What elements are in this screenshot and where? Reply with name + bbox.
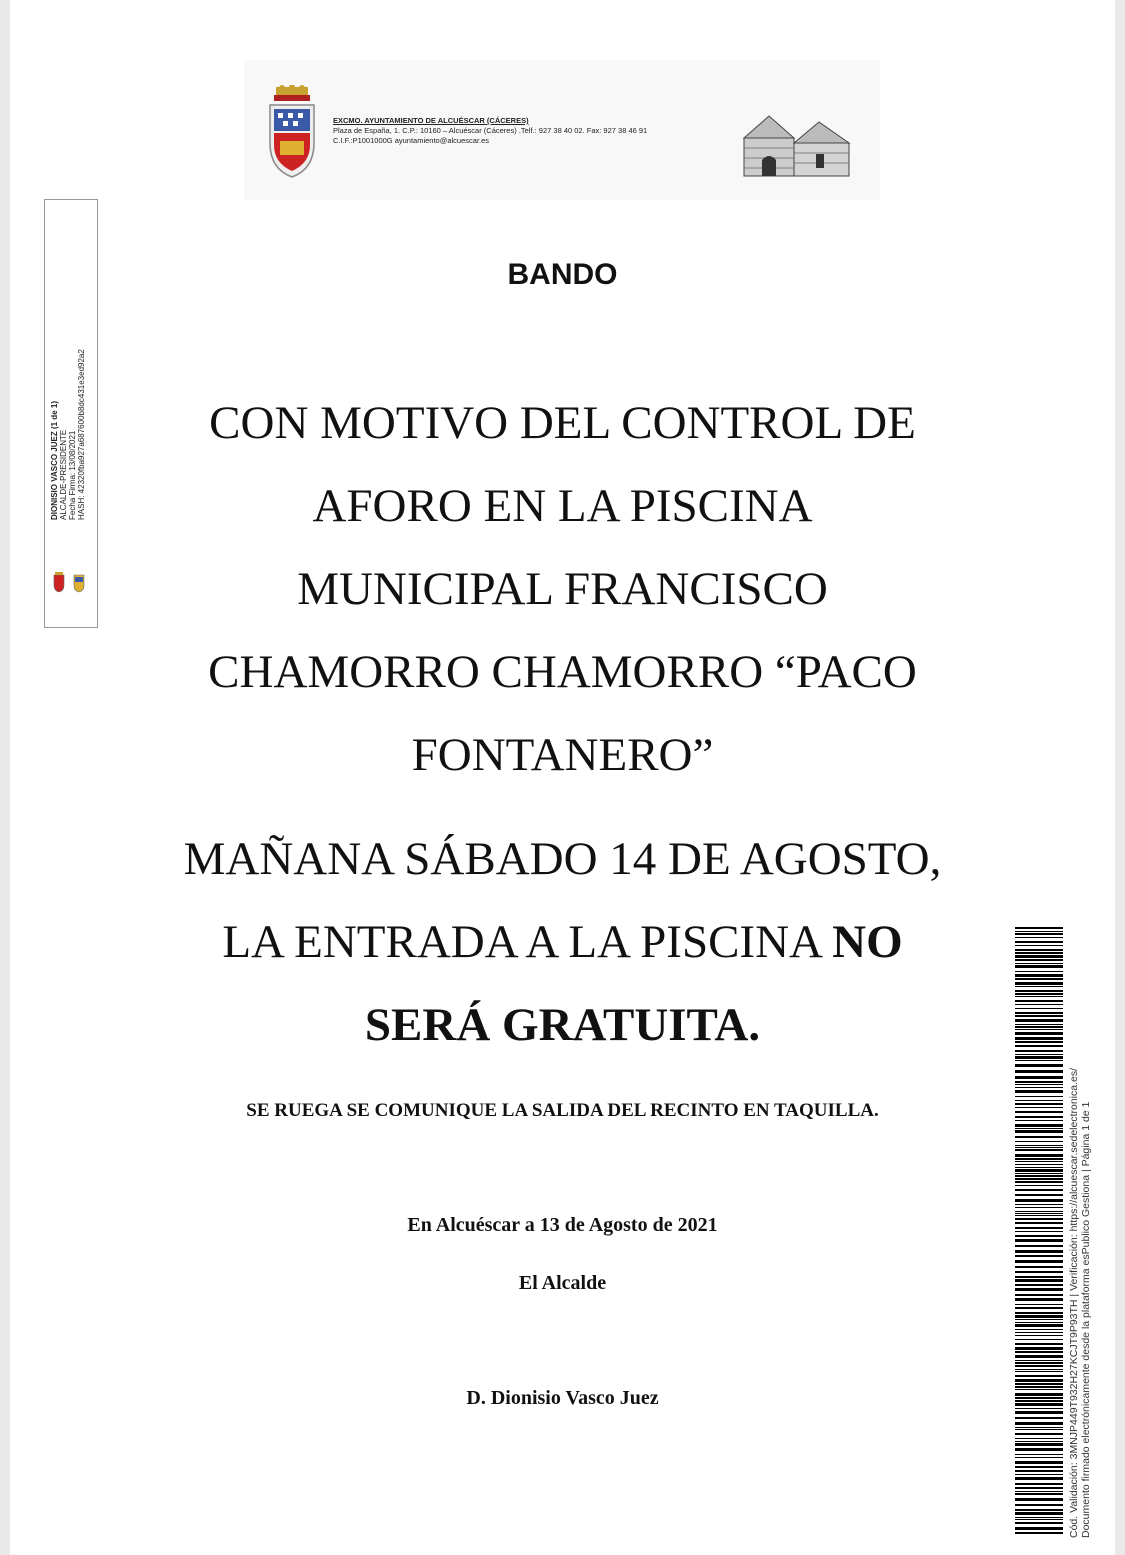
barcode-bar bbox=[1015, 1512, 1063, 1515]
barcode-bar bbox=[1015, 1164, 1063, 1165]
barcode-bar bbox=[1015, 1050, 1063, 1052]
barcode-bar bbox=[1015, 978, 1063, 980]
barcode-bar bbox=[1015, 1141, 1063, 1142]
barcode-bar bbox=[1015, 1470, 1063, 1472]
barcode-bar bbox=[1015, 1096, 1063, 1097]
barcode-bar bbox=[1015, 1032, 1063, 1035]
barcode-bar bbox=[1015, 1315, 1063, 1318]
barcode-bar bbox=[1015, 1255, 1063, 1257]
barcode-bar bbox=[1015, 1189, 1063, 1191]
stamp-signer: DIONISIO VASCO JUEZ (1 de 1) bbox=[50, 401, 59, 520]
barcode-bar bbox=[1015, 1266, 1063, 1268]
barcode-bar bbox=[1015, 949, 1063, 951]
letterhead-line-2: Plaza de España, 1. C.P.: 10160 – Alcuéscar (Cáceres) .Telf.: 927 38 40 02. Fax: 927 38 46 91 bbox=[333, 126, 648, 135]
barcode-bar bbox=[1015, 974, 1063, 977]
barcode-bar bbox=[1015, 1041, 1063, 1043]
announcement-line: CON MOTIVO DEL CONTROL DE bbox=[209, 397, 916, 449]
barcode-bar bbox=[1015, 982, 1063, 985]
validation-line-2: Documento firmado electrónicamente desde la plataforma esPublico Gestiona | Página 1 de 1 bbox=[1080, 1101, 1092, 1538]
letterhead-text bbox=[333, 116, 733, 146]
barcode-bar bbox=[1015, 1231, 1063, 1232]
stamp-date: Fecha Firma: 13/08/2021 bbox=[68, 430, 77, 520]
barcode-bar bbox=[1015, 1322, 1063, 1323]
barcode-bar bbox=[1015, 1427, 1063, 1428]
barcode-bar bbox=[1015, 959, 1063, 961]
barcode-bar bbox=[1015, 1045, 1063, 1047]
barcode-bar bbox=[1015, 1175, 1063, 1177]
announcement-line: MUNICIPAL FRANCISCO bbox=[297, 563, 828, 615]
barcode-bar bbox=[1015, 1457, 1063, 1458]
barcode-bar bbox=[1015, 1329, 1063, 1330]
barcode-bar bbox=[1015, 1111, 1063, 1113]
barcode-bar bbox=[1015, 1008, 1063, 1009]
barcode-bar bbox=[1015, 1433, 1063, 1435]
barcode-bar bbox=[1015, 1389, 1063, 1390]
barcode-bar bbox=[1015, 996, 1063, 997]
barcode-bar bbox=[1015, 1012, 1063, 1014]
coat-of-arms-icon bbox=[266, 85, 318, 180]
barcode-bar bbox=[1015, 1466, 1063, 1468]
barcode-bar bbox=[1015, 1211, 1063, 1212]
barcode-bar bbox=[1015, 1026, 1063, 1028]
barcode-bar bbox=[1015, 1332, 1063, 1333]
barcode-bar bbox=[1015, 1213, 1063, 1214]
signer-role: El Alcalde bbox=[518, 1272, 607, 1294]
barcode-bar bbox=[1015, 971, 1063, 972]
letterhead-line-3: C.I.F.:P1001000G ayuntamiento@alcuescar.es bbox=[333, 136, 490, 145]
barcode-bar bbox=[1015, 1154, 1063, 1157]
barcode-bar bbox=[1015, 1393, 1063, 1396]
barcode-bar bbox=[1015, 1383, 1063, 1385]
barcode-bar bbox=[1015, 1477, 1063, 1480]
barcode-bar bbox=[1015, 1312, 1063, 1314]
barcode-bar bbox=[1015, 1029, 1063, 1030]
barcode-bar bbox=[1015, 1070, 1063, 1073]
barcode-bar bbox=[1015, 1294, 1063, 1296]
barcode-bar bbox=[1015, 1181, 1063, 1183]
barcode-bar bbox=[1015, 1015, 1063, 1017]
barcode-bar bbox=[1015, 1483, 1063, 1485]
validation-text bbox=[1068, 938, 1092, 1538]
announcement-line: CHAMORRO CHAMORRO “PACO bbox=[208, 646, 917, 698]
barcode-bar bbox=[1015, 1509, 1063, 1511]
barcode-bar bbox=[1015, 1351, 1063, 1353]
barcode-bar bbox=[1015, 1386, 1063, 1388]
barcode-bar bbox=[1015, 1522, 1063, 1524]
notice-emphasis: NO bbox=[832, 916, 903, 968]
document-title: BANDO bbox=[507, 258, 618, 291]
barcode-bar bbox=[1015, 1100, 1063, 1101]
barcode-bar bbox=[1015, 1178, 1063, 1180]
barcode-bar bbox=[1015, 1355, 1063, 1358]
barcode-bar bbox=[1015, 1204, 1063, 1205]
barcode-bar bbox=[1015, 1443, 1063, 1446]
barcode-bar bbox=[1015, 1519, 1063, 1520]
barcode-bar bbox=[1015, 1411, 1063, 1414]
barcode-bar bbox=[1015, 1107, 1063, 1108]
barcode-bar bbox=[1015, 1037, 1063, 1040]
barcode-bar bbox=[1015, 1103, 1063, 1105]
barcode-bar bbox=[1015, 1124, 1063, 1127]
barcode-bar bbox=[1015, 965, 1063, 968]
barcode-bar bbox=[1015, 1379, 1063, 1382]
barcode-bar bbox=[1015, 1343, 1063, 1345]
place-date: En Alcuéscar a 13 de Agosto de 2021 bbox=[407, 1214, 718, 1236]
barcode-bar bbox=[1015, 1136, 1063, 1138]
barcode-bar bbox=[1015, 1000, 1063, 1002]
barcode-bar bbox=[1015, 1116, 1063, 1118]
barcode-bar bbox=[1015, 1161, 1063, 1162]
barcode-bar bbox=[1015, 1084, 1063, 1085]
barcode-bar bbox=[1015, 1498, 1063, 1501]
barcode-bar bbox=[1015, 1365, 1063, 1367]
notice-line-1: MAÑANA SÁBADO 14 DE AGOSTO, bbox=[183, 833, 942, 885]
barcode-bar bbox=[1015, 1076, 1063, 1079]
barcode-bar bbox=[1015, 1288, 1063, 1291]
announcement-line: AFORO EN LA PISCINA bbox=[312, 480, 813, 532]
stamp-hash: HASH: 42320fba927a687600b8dc431e3ed92a2 bbox=[77, 349, 86, 520]
barcode-bar bbox=[1015, 1422, 1063, 1425]
notice-block bbox=[0, 818, 1125, 1067]
barcode-bar bbox=[1015, 1493, 1063, 1495]
request-text: SE RUEGA SE COMUNIQUE LA SALIDA DEL RECINTO EN TAQUILLA. bbox=[246, 1100, 879, 1121]
barcode-bar bbox=[1015, 1215, 1063, 1216]
barcode-bar bbox=[1015, 1347, 1063, 1350]
barcode-bar bbox=[1015, 1438, 1063, 1439]
barcode-bar bbox=[1015, 1397, 1063, 1399]
announcement-line: FONTANERO” bbox=[411, 729, 714, 781]
barcode-bar bbox=[1015, 952, 1063, 954]
barcode-bar bbox=[1015, 1130, 1063, 1133]
barcode-bar bbox=[1015, 1158, 1063, 1160]
barcode-bar bbox=[1015, 1004, 1063, 1005]
signer-name: D. Dionisio Vasco Juez bbox=[466, 1387, 659, 1409]
barcode-bar bbox=[1015, 1239, 1063, 1242]
barcode-bar bbox=[1015, 1222, 1063, 1224]
barcode-bar bbox=[1015, 1019, 1063, 1022]
barcode-bar bbox=[1015, 1369, 1063, 1370]
barcode-bar bbox=[1015, 1371, 1063, 1372]
letterhead-line-1: EXCMO. AYUNTAMIENTO DE ALCUÉSCAR (CÁCERES) bbox=[333, 116, 529, 125]
barcode-bar bbox=[1015, 1441, 1063, 1442]
barcode-bar bbox=[1015, 927, 1063, 929]
barcode-bar bbox=[1015, 1319, 1063, 1320]
barcode-bar bbox=[1015, 1260, 1063, 1263]
barcode-bar bbox=[1015, 993, 1063, 995]
barcode-bar bbox=[1015, 990, 1063, 992]
barcode-bar bbox=[1015, 1276, 1063, 1278]
barcode-bar bbox=[1015, 933, 1063, 935]
barcode-bar bbox=[1015, 1517, 1063, 1518]
barcode-bar bbox=[1015, 1271, 1063, 1273]
barcode-bar bbox=[1015, 1487, 1063, 1489]
barcode-bar bbox=[1015, 1375, 1063, 1377]
barcode-bar bbox=[1015, 1360, 1063, 1361]
barcode-bar bbox=[1015, 1173, 1063, 1174]
barcode-bar bbox=[1015, 1227, 1063, 1229]
barcode-bar bbox=[1015, 1218, 1063, 1220]
barcode-bar bbox=[1015, 1504, 1063, 1506]
barcode-bar bbox=[1015, 986, 1063, 987]
barcode-bar bbox=[1015, 1461, 1063, 1464]
announcement-block bbox=[0, 382, 1125, 797]
barcode-bar bbox=[1015, 1245, 1063, 1247]
barcode-bar bbox=[1015, 1279, 1063, 1282]
barcode-bar bbox=[1015, 931, 1063, 932]
barcode-bar bbox=[1015, 1448, 1063, 1451]
barcode-bar bbox=[1015, 1408, 1063, 1409]
barcode-bar bbox=[1015, 1429, 1063, 1430]
stamp-role: ALCALDE-PRESIDENTE bbox=[59, 429, 68, 520]
barcode-bar bbox=[1015, 1024, 1063, 1025]
barcode-bar bbox=[1015, 1087, 1063, 1088]
barcode-bar bbox=[1015, 945, 1063, 946]
barcode-bar bbox=[1015, 1149, 1063, 1151]
barcode-bar bbox=[1015, 1167, 1063, 1168]
barcode-bar bbox=[1015, 1284, 1063, 1286]
barcode-bar bbox=[1015, 1235, 1063, 1237]
barcode-bar bbox=[1015, 1304, 1063, 1305]
church-drawing-icon bbox=[734, 108, 858, 178]
barcode-bar bbox=[1015, 1064, 1063, 1067]
barcode-bar bbox=[1015, 1199, 1063, 1202]
validation-line-1: Cód. Validación: 3MNJP449T932H27KCJT9P93TH | Verificación: https://alcuescar.sedelectronica.es/ bbox=[1068, 1067, 1080, 1538]
barcode-bar bbox=[1015, 1474, 1063, 1475]
barcode-bar bbox=[1015, 1491, 1063, 1492]
validation-barcode bbox=[1015, 927, 1063, 1535]
barcode-bar bbox=[1015, 1250, 1063, 1253]
barcode-bar bbox=[1015, 1207, 1063, 1208]
barcode-bar bbox=[1015, 1185, 1063, 1186]
barcode-bar bbox=[1015, 1339, 1063, 1340]
barcode-bar bbox=[1015, 1298, 1063, 1301]
barcode-bar bbox=[1015, 1307, 1063, 1309]
barcode-bar bbox=[1015, 1335, 1063, 1336]
barcode-bar bbox=[1015, 1145, 1063, 1146]
barcode-bar bbox=[1015, 1362, 1063, 1364]
barcode-bar bbox=[1015, 1194, 1063, 1196]
notice-line-2 bbox=[0, 901, 1125, 984]
notice-line-3: SERÁ GRATUITA. bbox=[364, 999, 761, 1051]
barcode-bar bbox=[1015, 937, 1063, 938]
barcode-bar bbox=[1015, 1147, 1063, 1148]
barcode-bar bbox=[1015, 1532, 1063, 1534]
barcode-bar bbox=[1015, 1128, 1063, 1129]
barcode-bar bbox=[1015, 1400, 1063, 1402]
barcode-bar bbox=[1015, 1454, 1063, 1455]
barcode-bar bbox=[1015, 1054, 1063, 1055]
barcode-bar bbox=[1015, 1090, 1063, 1093]
barcode-bar bbox=[1015, 1324, 1063, 1327]
notice-line-2-text: LA ENTRADA A LA PISCINA bbox=[222, 916, 833, 968]
barcode-bar bbox=[1015, 1120, 1063, 1121]
barcode-bar bbox=[1015, 1056, 1063, 1059]
barcode-bar bbox=[1015, 1169, 1063, 1172]
barcode-bar bbox=[1015, 1403, 1063, 1406]
barcode-bar bbox=[1015, 1081, 1063, 1083]
barcode-bar bbox=[1015, 941, 1063, 943]
barcode-bar bbox=[1015, 1417, 1063, 1419]
barcode-bar bbox=[1015, 1060, 1063, 1061]
barcode-bar bbox=[1015, 963, 1063, 964]
barcode-bar bbox=[1015, 955, 1063, 958]
barcode-bar bbox=[1015, 1527, 1063, 1530]
